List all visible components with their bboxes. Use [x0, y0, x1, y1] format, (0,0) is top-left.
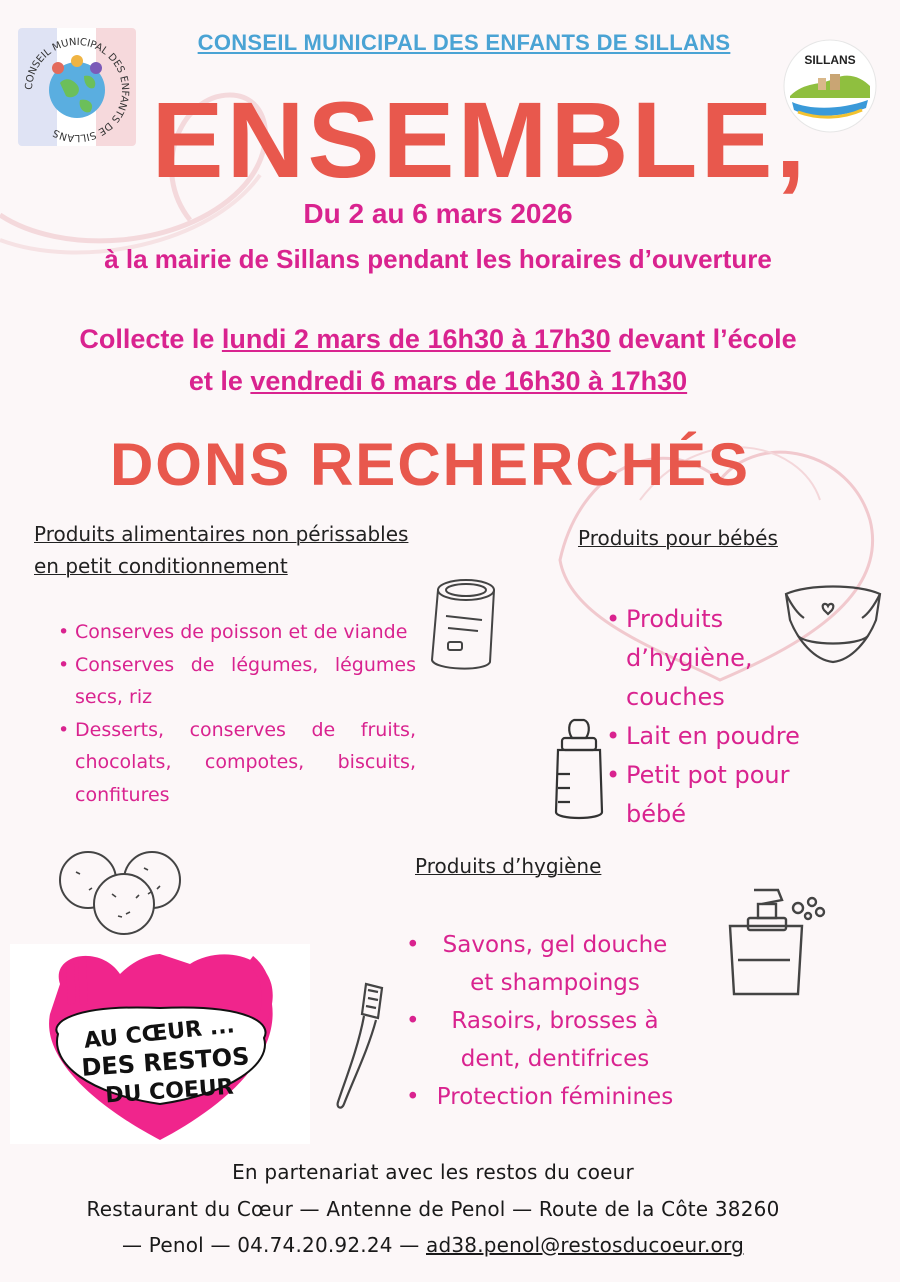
- event-dates: Du 2 au 6 mars 2026: [303, 198, 573, 229]
- collect-1-suffix: devant l’école: [610, 324, 797, 354]
- logo-text: SILLANS: [804, 53, 856, 67]
- soap-dispenser-icon: [714, 880, 834, 1000]
- collect-1-time: lundi 2 mars de 16h30 à 17h30: [221, 324, 611, 354]
- restos-line2: DES RESTOS: [80, 1042, 251, 1082]
- list-item: • Protection féminines: [400, 1078, 680, 1116]
- footer-contact-line: [0, 1233, 866, 1257]
- cookies-icon: [52, 842, 184, 938]
- tin-can-icon: [424, 576, 504, 676]
- cme-badge-logo: [18, 28, 136, 146]
- baby-bottle-icon: [548, 716, 610, 824]
- list-item: • Petit pot pour bébé: [604, 756, 834, 834]
- food-heading-line1: Produits alimentaires non périssables: [34, 522, 409, 546]
- restos-line3: DU COEUR: [104, 1074, 235, 1109]
- globe-children-icon: [18, 28, 136, 146]
- footer-email-link[interactable]: ad38.penol@restosducoeur.org: [426, 1233, 744, 1257]
- badge-arc-text: CONSEIL MUNICIPAL DES ENFANTS DE SILLANS: [23, 36, 131, 144]
- list-item: • Conserves de poisson et de viande: [58, 616, 416, 649]
- collect-2-time: vendredi 6 mars de 16h30 à 17h30: [250, 366, 688, 396]
- baby-heading: Produits pour bébés: [578, 526, 778, 550]
- hygiene-list: [400, 926, 680, 1116]
- toothbrush-icon: [328, 978, 390, 1112]
- food-list: [58, 616, 416, 811]
- collection-line-1: [0, 324, 876, 355]
- list-item: • Rasoirs, brosses à dent, dentifrices: [400, 1002, 680, 1078]
- list-item: • Conserves de légumes, légumes secs, riz: [58, 649, 416, 714]
- organization-header[interactable]: CONSEIL MUNICIPAL DES ENFANTS DE SILLANS: [197, 30, 731, 55]
- collection-line-2: [0, 366, 876, 397]
- hygiene-heading: Produits d’hygiène: [415, 854, 602, 878]
- footer-phone: — Penol — 04.74.20.92.24 —: [122, 1233, 426, 1257]
- collect-2-prefix: et le: [188, 366, 251, 396]
- list-item: • Savons, gel douche et shampoings: [400, 926, 680, 1002]
- event-place: à la mairie de Sillans pendant les horaires d’ouverture: [104, 244, 772, 274]
- diaper-icon: [778, 576, 888, 668]
- donations-heading: DONS RECHERCHÉS: [109, 431, 751, 498]
- collect-1-prefix: Collecte le: [79, 324, 222, 354]
- list-item: • Desserts, conserves de fruits, chocolats, compotes, biscuits, confitures: [58, 714, 416, 812]
- list-item: • Produits d’hygiène, couches: [604, 600, 834, 717]
- food-heading-line2: en petit conditionnement: [34, 554, 288, 578]
- main-title: ENSEMBLE,: [151, 79, 809, 200]
- food-heading: [34, 518, 434, 582]
- list-item: • Lait en poudre: [604, 717, 834, 756]
- footer-address-line: Restaurant du Cœur — Antenne de Penol — Route de la Côte 38260: [86, 1197, 780, 1221]
- restos-du-coeur-logo: [10, 944, 310, 1144]
- footer-partner-line: En partenariat avec les restos du coeur: [232, 1160, 634, 1184]
- restos-line1: AU CŒUR ...: [82, 1013, 236, 1054]
